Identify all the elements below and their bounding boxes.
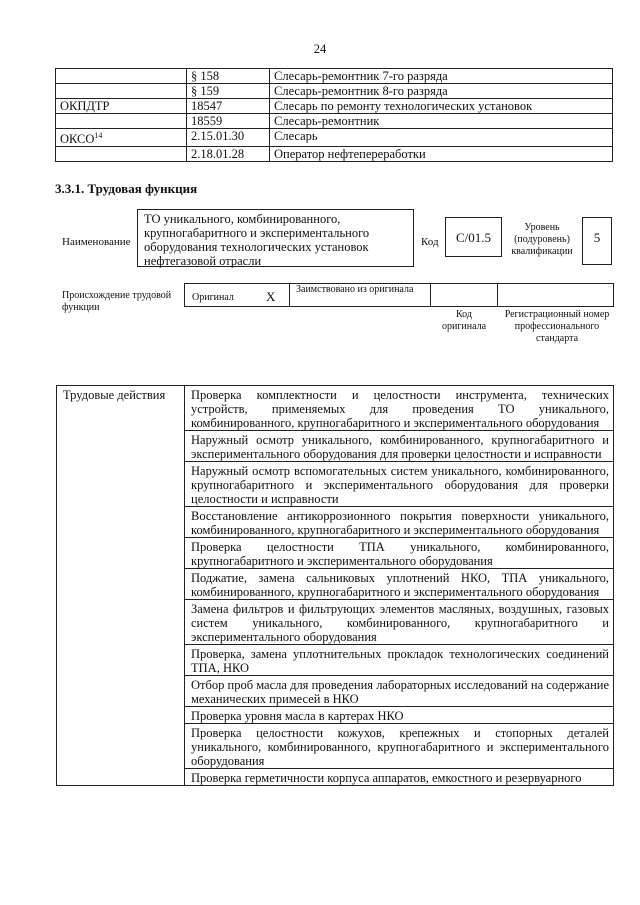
borrowed-label: Заимствовано из оригинала <box>296 284 414 295</box>
original-mark: Х <box>266 289 276 304</box>
labor-action-item: Отбор проб масла для проведения лабораторных исследований на содержание механических примесей в НКО <box>185 676 614 707</box>
classifier-name: ОКПДТР <box>60 99 110 113</box>
labor-action-item: Проверка целостности ТПА уникального, комбинированного, крупногабаритного и экспериментального оборудования <box>185 538 614 569</box>
classifier-codes-table <box>55 68 613 162</box>
footnote-marker: 14 <box>94 131 103 140</box>
code-cell: 18547 <box>187 99 270 114</box>
classifier-cell <box>56 114 187 129</box>
function-code-box <box>445 217 502 257</box>
function-name-box <box>137 209 414 267</box>
origin-label: Происхождение трудовой функции <box>62 290 172 313</box>
codes-row <box>56 129 613 147</box>
codes-row <box>56 99 613 114</box>
origin-divider-2 <box>430 283 431 307</box>
code-cell: 2.18.01.28 <box>187 147 270 162</box>
classifier-cell <box>56 147 187 162</box>
code-original-caption: Код оригинала <box>441 309 487 332</box>
function-code-value: С/01.5 <box>455 230 492 245</box>
occupation-name-cell: Слесарь-ремонтник <box>270 114 613 129</box>
function-name-value: ТО уникального, комбинированного, крупногабаритного и экспериментального оборудования технологических установок нефтегазовой отрасли <box>144 212 370 268</box>
labor-action-item: Наружный осмотр уникального, комбинированного, крупногабаритного и экспериментального оборудования для проверки целостности и исправности <box>185 431 614 462</box>
section-title: 3.3.1. Трудовая функция <box>55 181 198 196</box>
classifier-cell <box>56 99 187 114</box>
labor-action-item: Проверка уровня масла в картерах НКО <box>185 707 614 724</box>
code-label: Код <box>421 236 439 248</box>
labor-action-item: Восстановление антикоррозионного покрытия поверхности уникального, комбинированного, крупногабаритного и экспериментального оборудования <box>185 507 614 538</box>
codes-row <box>56 114 613 129</box>
labor-actions-table <box>56 385 614 786</box>
reg-number-caption: Регистрационный номер профессионального стандарта <box>504 309 610 344</box>
classifier-cell <box>56 84 187 99</box>
classifier-name: ОКСО <box>60 132 95 147</box>
labor-action-row <box>57 386 614 431</box>
classifier-cell <box>56 69 187 84</box>
origin-divider-3 <box>497 283 498 307</box>
labor-action-item: Проверка комплектности и целостности инструмента, технических устройств, применяемых для проведения ТО уникального, комбинированного, крупногабаритного и экспериментального оборудования <box>185 386 614 431</box>
code-cell: 2.15.01.30 <box>187 129 270 147</box>
code-cell: § 158 <box>187 69 270 84</box>
labor-actions-label: Трудовые действия <box>57 386 185 786</box>
page-number: 24 <box>313 42 327 56</box>
code-cell: § 159 <box>187 84 270 99</box>
origin-divider-1 <box>289 283 290 307</box>
labor-action-item: Проверка герметичности корпуса аппаратов, емкостного и резервуарного <box>185 769 614 786</box>
codes-row <box>56 147 613 162</box>
labor-action-item: Поджатие, замена сальниковых уплотнений НКО, ТПА уникального, комбинированного, крупногабаритного и экспериментального оборудования <box>185 569 614 600</box>
occupation-name-cell: Слесарь по ремонту технологических установок <box>270 99 613 114</box>
level-box <box>582 217 612 265</box>
level-value: 5 <box>593 230 601 245</box>
level-label: Уровень (подуровень) квалификации <box>511 222 573 257</box>
labor-action-item: Наружный осмотр вспомогательных систем уникального, комбинированного, крупногабаритного и экспериментального оборудования для проверки целостности и исправности <box>185 462 614 507</box>
labor-action-item: Проверка, замена уплотнительных прокладок технологических соединений ТПА, НКО <box>185 645 614 676</box>
labor-action-item: Проверка целостности кожухов, крепежных и стопорных деталей уникального, комбинированного, крупногабаритного и экспериментального оборудования <box>185 724 614 769</box>
occupation-name-cell: Оператор нефтепереработки <box>270 147 613 162</box>
labor-action-item: Замена фильтров и фильтрующих элементов масляных, воздушных, газовых систем уникального, комбинированного, крупногабаритного и экспериментального оборудования <box>185 600 614 645</box>
occupation-name-cell: Слесарь <box>270 129 613 147</box>
original-label: Оригинал <box>192 292 234 303</box>
classifier-cell <box>56 129 187 147</box>
occupation-name-cell: Слесарь-ремонтник 8-го разряда <box>270 84 613 99</box>
name-label: Наименование <box>62 236 131 248</box>
code-cell: 18559 <box>187 114 270 129</box>
occupation-name-cell: Слесарь-ремонтник 7-го разряда <box>270 69 613 84</box>
codes-row <box>56 69 613 84</box>
codes-row <box>56 84 613 99</box>
